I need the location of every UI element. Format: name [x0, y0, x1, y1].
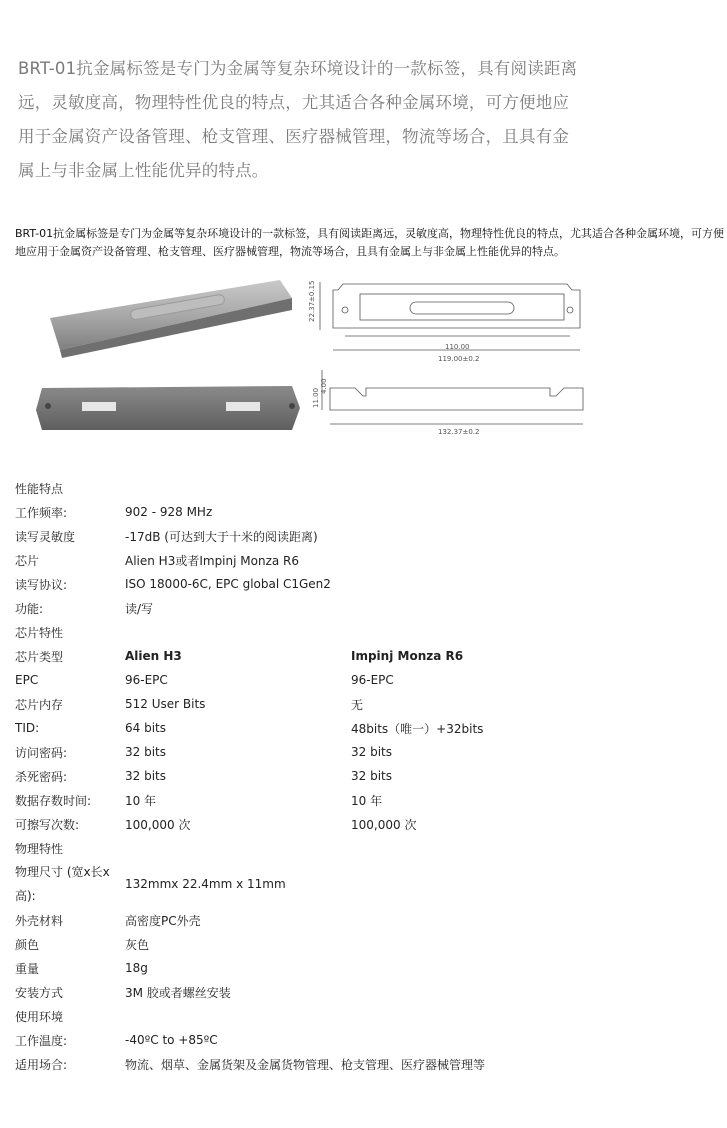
- table-row: [15, 812, 571, 836]
- table-row: [15, 716, 571, 740]
- dimension-drawing-side: [322, 370, 583, 424]
- row-value: 32 bits: [351, 745, 392, 759]
- product-figure: [30, 270, 600, 440]
- table-row: [15, 908, 571, 932]
- row-value: 10 年: [351, 793, 383, 808]
- section-physical: 物理特性: [15, 841, 64, 856]
- row-value: 32 bits: [125, 769, 166, 783]
- row-value: 512 User Bits: [125, 697, 206, 711]
- section-environment: 使用环境: [15, 1009, 64, 1024]
- row-value: 18g: [125, 961, 148, 975]
- dim-width-label: 119.00±0.2: [438, 355, 480, 363]
- row-label: 工作温度:: [15, 1033, 68, 1048]
- row-value: 96-EPC: [125, 673, 168, 687]
- row-value: 10 年: [125, 793, 157, 808]
- row-value: 32 bits: [351, 769, 392, 783]
- dim-height-label: 22.37±0.15: [308, 280, 316, 322]
- row-label: 读写协议:: [15, 577, 68, 592]
- row-value: 100,000 次: [351, 817, 417, 832]
- row-label: 适用场合:: [15, 1057, 68, 1072]
- section-performance: 性能特点: [15, 481, 64, 496]
- table-row: [15, 956, 571, 980]
- row-label: 芯片类型: [15, 649, 64, 664]
- table-row: [15, 788, 571, 812]
- row-value: 902 - 928 MHz: [125, 505, 213, 519]
- row-label: 重量: [15, 961, 40, 976]
- row-label: 工作频率:: [15, 505, 68, 520]
- row-label: 物理尺寸 (宽x长x高):: [15, 865, 110, 903]
- row-value: 物流、烟草、金属货架及金属货物管理、枪支管理、医疗器械管理等: [125, 1057, 486, 1072]
- row-value: ISO 18000-6C, EPC global C1Gen2: [125, 577, 331, 591]
- row-label: EPC: [15, 673, 39, 687]
- row-label: 数据存数时间:: [15, 793, 92, 808]
- intro-paragraph-small: BRT-01抗金属标签是专门为金属等复杂环境设计的一款标签，具有阅读距离远，灵敏度高，物理特性优良的特点，尤其适合各种金属环境，可方便地应用于金属资产设备管理、枪支管理、医疗器械管理，物流等场合，且具有金属上与非金属上性能优异的特点。: [15, 227, 725, 258]
- row-label: 芯片内存: [15, 697, 64, 712]
- chip-col-impinj: Impinj Monza R6: [351, 649, 464, 663]
- intro-paragraph-large: BRT-01抗金属标签是专门为金属等复杂环境设计的一款标签，具有阅读距离远，灵敏度高，物理特性优良的特点，尤其适合各种金属环境，可方便地应用于金属资产设备管理、枪支管理、医疗器械管理，物流等场合，且具有金属上与非金属上性能优异的特点。: [18, 59, 578, 180]
- row-value: 高密度PC外壳: [125, 913, 201, 928]
- dim-top-label: 4.00: [320, 378, 328, 394]
- row-value: 100,000 次: [125, 817, 191, 832]
- dim-thickness-label: 11.00: [312, 387, 320, 408]
- row-value: 灰色: [125, 937, 150, 952]
- row-label: 安装方式: [15, 985, 64, 1000]
- row-label: 芯片: [15, 553, 40, 568]
- chip-col-alien: Alien H3: [125, 649, 182, 663]
- dim-length-label: 132.37±0.2: [438, 428, 480, 436]
- row-value: 3M 胶或者螺丝安装: [125, 985, 231, 1000]
- row-value: 64 bits: [125, 721, 166, 735]
- table-row: [15, 764, 571, 788]
- table-row: [15, 980, 571, 1004]
- chip-header-row: [15, 644, 571, 668]
- row-value: Alien H3或者Impinj Monza R6: [125, 553, 300, 568]
- dim-hole-label: 110.00: [445, 343, 470, 351]
- table-row: [15, 932, 571, 956]
- tag-photo-bottom: [36, 386, 300, 430]
- row-label: 读写灵敏度: [15, 529, 76, 544]
- table-row: [15, 1052, 571, 1076]
- table-row: [15, 524, 571, 548]
- row-label: TID:: [15, 721, 40, 735]
- row-label: 功能:: [15, 601, 44, 616]
- row-value: -40ºC to +85ºC: [125, 1033, 218, 1047]
- row-value: 48bits（唯一）+32bits: [351, 721, 484, 736]
- table-row: [15, 548, 571, 572]
- table-row: [15, 500, 571, 524]
- table-row: [15, 860, 571, 908]
- tag-photo-top: [50, 280, 292, 358]
- table-row: [15, 692, 571, 716]
- table-row: [15, 740, 571, 764]
- row-value: 96-EPC: [351, 673, 394, 687]
- section-chip: 芯片特性: [15, 625, 64, 640]
- row-value: 132mmx 22.4mm x 11mm: [125, 877, 286, 891]
- row-value: 无: [351, 697, 364, 712]
- row-value: 32 bits: [125, 745, 166, 759]
- table-row: [15, 1028, 571, 1052]
- row-label: 杀死密码:: [15, 769, 68, 784]
- dimension-drawing-top: [320, 282, 580, 350]
- row-label: 访问密码:: [15, 745, 68, 760]
- spec-table: [15, 476, 571, 1076]
- table-row: [15, 668, 571, 692]
- row-label: 可擦写次数:: [15, 817, 80, 832]
- row-value: 读/写: [125, 601, 154, 616]
- product-images-and-drawing: [30, 270, 600, 440]
- row-label: 颜色: [15, 937, 40, 952]
- row-value: -17dB (可达到大于十米的阅读距离): [125, 529, 318, 544]
- row-label: 外壳材料: [15, 913, 64, 928]
- table-row: [15, 596, 571, 620]
- table-row: [15, 572, 571, 596]
